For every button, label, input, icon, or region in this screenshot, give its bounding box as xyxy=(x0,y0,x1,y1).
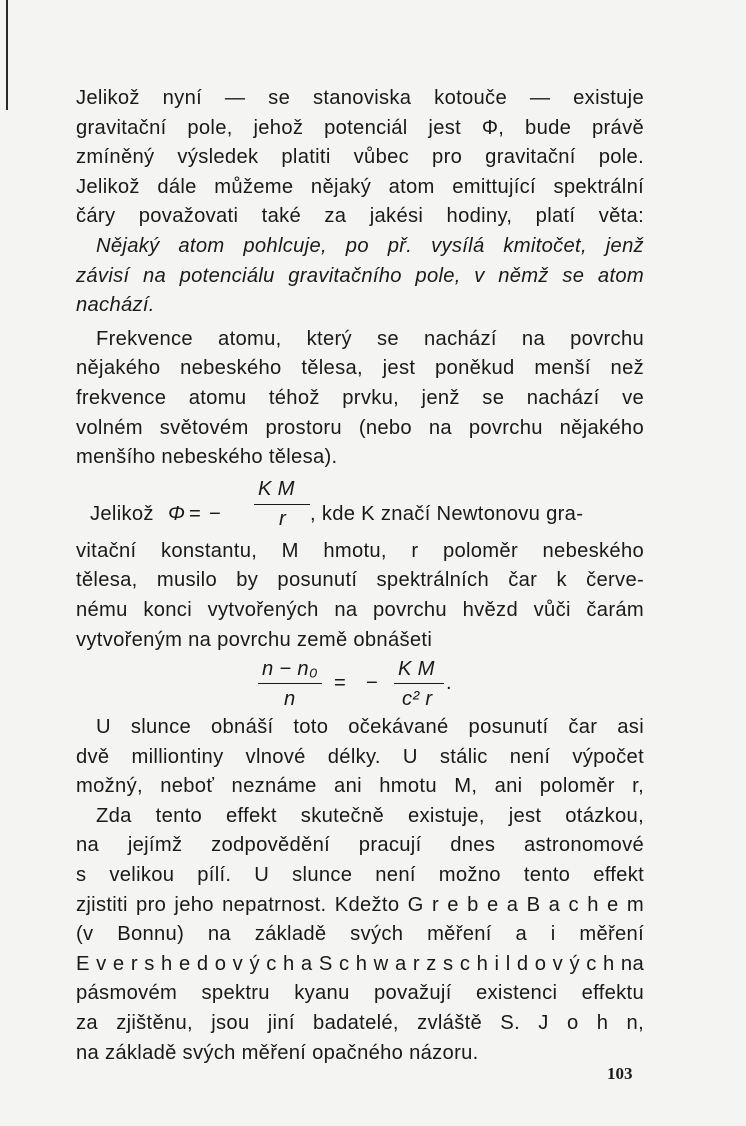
text-line: vitační konstantu, M hmotu, r poloměr nebeského xyxy=(76,539,644,562)
paragraph-4 xyxy=(76,713,644,802)
text-line: zjistiti pro jeho nepatrnost. Kdežto G r e b e a B a c h e m xyxy=(76,893,644,916)
text-line: tělesa, musilo by posunutí spektrálních čar k červe- xyxy=(76,569,644,592)
formula-potential xyxy=(76,479,644,537)
paragraph-1 xyxy=(76,84,644,232)
text-line: na základě svých měření opačného názoru. xyxy=(76,1041,479,1064)
text-line: nému konci vytvořených na povrchu hvězd vůči čarám xyxy=(76,598,644,621)
text-line: frekvence atomu téhož prvku, jenž se nachází ve xyxy=(76,386,644,409)
text-line: volném světovém prostoru (nebo na povrchu nějakého xyxy=(76,416,644,439)
paragraph-2 xyxy=(76,325,644,473)
text-line: Jelikož dále můžeme nějaký atom emittující spektrální xyxy=(76,175,644,198)
formula-minus: − xyxy=(209,502,222,525)
text-line: Nějaký atom pohlcuje, po př. vysílá kmitočet, jenž xyxy=(96,234,644,257)
text-line: nějakého nebeského tělesa, jest poněkud menší než xyxy=(76,357,644,380)
text-line: Jelikož nyní — se stanoviska kotouče — existuje xyxy=(76,87,644,109)
formula2-rhs-numerator: K M xyxy=(398,658,435,681)
formula-suffix: , kde K značí Newtonovu gra- xyxy=(310,502,584,525)
formula2-lhs-denominator: n xyxy=(284,688,296,711)
text-line: Frekvence atomu, který se nachází na povrchu xyxy=(96,327,644,350)
paragraph-5 xyxy=(76,802,644,1068)
text-line: pásmovém spektru kyanu považují existenci effektu xyxy=(76,982,644,1005)
text-line: zmíněný výsledek platiti vůbec pro gravitační pole. xyxy=(76,146,644,169)
text-line: E v e r s h e d o v ý c h a S c h w a r z s c h i l d o v ý c h na xyxy=(76,952,644,975)
body-text xyxy=(76,84,644,1068)
text-line: (v Bonnu) na základě svých měření a i měření xyxy=(76,923,644,946)
page-number: 103 xyxy=(607,1064,633,1083)
formula2-rhs-denominator: c² r xyxy=(402,688,433,711)
formula-shift xyxy=(76,655,644,713)
paragraph-3 xyxy=(76,537,644,655)
text-line: vytvořeným na povrchu země obnášeti xyxy=(76,628,433,651)
text-line: závisí na potenciálu gravitačního pole, v němž se atom xyxy=(76,264,644,287)
text-line: U slunce obnáší toto očekávané posunutí čar asi xyxy=(96,716,644,739)
formula-prefix: Jelikož xyxy=(90,502,154,525)
text-line: na jejímž zodpovědění pracují dnes astronomové xyxy=(76,834,644,857)
text-line: čáry považovati také za jakési hodiny, platí věta: xyxy=(76,205,644,228)
text-line: nachází. xyxy=(76,294,155,317)
formula2-minus: − xyxy=(366,672,379,695)
text-line: možný, neboť neznáme ani hmotu M, ani poloměr r, xyxy=(76,775,644,798)
text-line: Zda tento effekt skutečně existuje, jest otázkou, xyxy=(96,804,644,827)
formula2-lhs-numerator: n − n₀ xyxy=(262,658,318,681)
text-line: za zjištěnu, jsou jiní badatelé, zvláště S. J o h n, xyxy=(76,1012,644,1035)
formula2-end: . xyxy=(446,672,452,695)
text-line: s velikou pílí. U slunce není možno tento effekt xyxy=(76,864,644,887)
formula-denominator: r xyxy=(279,507,287,530)
formula-equals: = xyxy=(189,502,202,525)
formula2-equals: = xyxy=(334,672,347,695)
formula-phi: Φ xyxy=(168,502,186,525)
theorem-statement xyxy=(76,232,644,321)
formula-numerator: K M xyxy=(258,477,295,500)
page-edge-shadow xyxy=(6,0,8,110)
text-line: dvě milliontiny vlnové délky. U stálic není výpočet xyxy=(76,745,644,768)
text-line: menšího nebeského tělesa). xyxy=(76,446,338,469)
text-line: gravitační pole, jehož potenciál jest Φ, bude právě xyxy=(76,116,644,139)
